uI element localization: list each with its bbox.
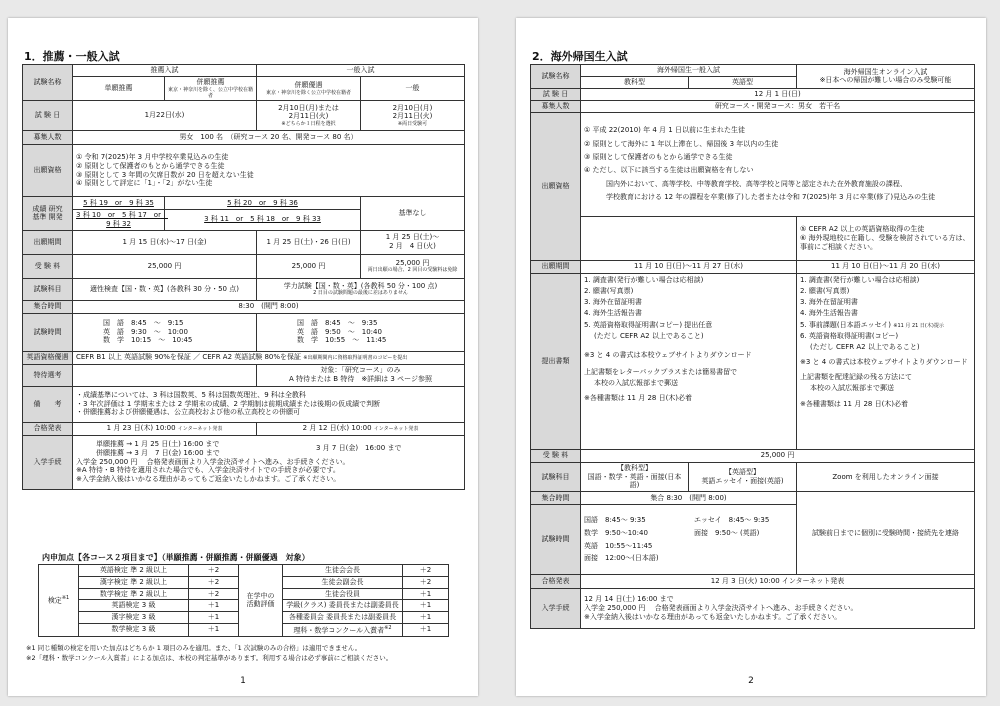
date-value: 12 月 1 日(日) [581,88,975,100]
row-label-capacity: 募集人数 [23,131,73,145]
time-range: 9:50～10:40 [605,528,648,537]
doc-item: 3. 海外在留証明書 [584,298,642,307]
row-label-result: 合格発表 [23,422,73,435]
time-subject: 数 学 [297,336,318,345]
time-online: 試験前日までに個別に受験時間・接続先を連絡 [797,492,975,575]
time-general [581,505,797,575]
doc-item: 本校の入試広報部まで郵送 [810,384,894,393]
bonus-points: ＋2 [189,565,239,577]
proc-ippan: 3 月 7 日(金) 16:00 まで [316,444,402,453]
row-label-qual: 出願資格 [531,112,581,260]
result-suisen [73,422,257,435]
qual-item: ① 令和 7(2025)年 3 月中学校卒業見込みの生徒 [76,153,229,161]
time-range: 12:00～(日本語) [605,554,659,563]
row-label-docs: 提出書類 [531,273,581,449]
bonus-item-text: 各種委員会 委員長または副委員長 [288,613,397,621]
time-end: 10:00 [167,327,188,336]
time-range: 8:45～ 9:35 [728,516,770,525]
doc-item: (ただし CEFR A2 以上であること) [810,342,920,351]
doc-item: 上記書類をレターパックプラスまたは簡易書留で [584,368,738,377]
admission-table-1 [22,64,465,490]
doc-item: 2. 願書(写真票) [584,286,634,295]
fee-ippan-value: 25,000 円 [395,258,430,267]
row-label-result: 合格発表 [531,575,581,589]
docs-general [581,273,797,449]
bonus-item: 漢字検定 3 級 [79,612,189,624]
bonus-points: ＋1 [403,588,449,600]
time-end: 10:40 [361,327,382,336]
meet-value: 集合 8:30 (開門 8:00) [581,492,797,505]
subj-eigo [689,462,797,491]
qual-item: ① 平成 22(2010) 年 4 月 1 日以前に生まれた生徒 [584,126,745,135]
eng-value [73,351,465,364]
proc-body [581,589,975,629]
time-subject: 国 語 [103,318,124,327]
proc-note: 入学金 250,000 円 合格発表画面より入学金決済サイトへ進み、お手続きください。 [76,457,350,466]
time-end: 10:45 [172,336,193,345]
doc-item: ※各種書類は 11 月 28 日(木)必着 [800,399,909,408]
row-label-fee: 受 験 料 [531,449,581,462]
date-ippan-1: 2月10日(月) [392,103,433,112]
bonus-item: 英語検定 準 2 級以上 [79,565,189,577]
header-tan: 単願推薦 [73,76,165,100]
bonus-item: 数学検定 準 2 級以上 [79,588,189,600]
subj-online: Zoom を利用したオンライン面接 [797,462,975,491]
proc-body [73,435,465,489]
date-suisen: 1月22日(水) [73,101,257,131]
row-label-qual: 出願資格 [23,145,73,197]
time-subject: 英 語 [103,327,124,336]
result-ippan-note: インターネット発表 [373,426,419,433]
doc-item: ※3 と 4 の書式は本校ウェブサイトよりダウンロード [584,350,752,359]
doc-item: 3. 海外在留証明書 [800,298,858,307]
row-label-sp: 特待選考 [23,364,73,386]
doc-item: (ただし CEFR A2 以上であること) [594,331,704,340]
bonus-points: ＋1 [403,623,449,636]
period-ippan-2: 2 月 4 日(火) [389,242,436,250]
section-title-2: 2．海外帰国生入試 [532,50,628,63]
bonus-item [283,565,403,577]
yusen-note: 東京・神奈川を除く公立中学校在籍者 [265,89,351,96]
bonus-item-text: 理科・数学コンクール入賞者 [293,626,385,635]
bonus-points: ＋1 [189,612,239,624]
grade-none: 基準なし [361,197,465,231]
online-label: 海外帰国生オンライン入試 [843,67,928,76]
doc-item: 6. 英語資格取得証明書(コピー) [800,331,899,340]
time-start: 10:15 [131,336,152,345]
eng-note: ※出願期間内に資格取得証明書のコピーを提出 [303,355,408,362]
period-online: 11 月 10 日(日)～11 月 20 日(水) [797,260,975,273]
header-yusen [257,76,361,100]
bonus-mid-label-1: 在学中の [246,591,275,600]
bonus-note-1: ※1 同じ種類の検定を用いた加点はどちらか 1 項目のみを適用。また、「1 次試験のみの合格」は適用できません。 [26,644,362,652]
bonus-item-text: 生徒会会長 [325,566,360,574]
row-label-time: 試験時間 [531,505,581,575]
sp-target: 対象：「研究コース」のみ [320,366,401,375]
date-ippan [361,101,465,131]
qual-item: 国内外において、高等学校、中等教育学校、高等学校と同等と認定された在外教育施設の課程、 [606,179,907,188]
grade-kai: 開発 [48,213,63,222]
time-subject: 国語 [584,516,598,525]
bonus-item [283,576,403,588]
time-suisen [73,313,257,351]
qual-item: ② 原則として海外に 1 年以上滞在し、帰国後 3 年以内の生徒 [584,139,779,148]
bonus-table [38,564,449,637]
header-ippan2: 一般 [361,76,465,100]
result-suisen-note: インターネット発表 [177,426,223,433]
subj-ippan-note: 2 日目の試験問題の最後に差はありません [313,290,408,297]
time-start: 10:55 [325,336,346,345]
subj-kyouka-list: 国語・数学・英語・面接(日本語) [587,472,682,490]
time-subject: 英 語 [297,327,318,336]
proc-tan: 単願推薦 → 1 月 25 日(土) 16:00 まで [96,440,220,449]
time-start: 9:50 [325,327,341,336]
time-range: 9:50～ (英語) [715,528,760,537]
page-number: 2 [748,676,754,686]
row-label-proc: 入学手続 [23,435,73,489]
doc-item: 5. 英語資格取得証明書(コピー) 提出任意 [584,320,713,329]
bonus-note-2: ※2「理科・数学コンクール入賞者」による加点は、本校の判定基準があります。利用する場合は必ず事前にご相談ください。 [26,653,393,662]
time-tilde: ～ [352,336,360,345]
proc-note: ※入学金納入後はいかなる理由があってもご返金いたしかねます。ご了承ください。 [76,475,341,484]
date-yusen-2: 2月11日(火) [288,112,329,121]
time-subject: 面接 [694,528,708,537]
header-general: 海外帰国生一般入試 [581,65,797,77]
grade-label-2: 基準 [32,213,47,222]
page-2 [516,18,986,696]
time-subject: 面接 [584,554,598,563]
doc-item: 4. 海外生活報告書 [584,309,642,318]
period-ippan [361,230,465,254]
bonus-points: ＋1 [403,612,449,624]
time-subject: 国 語 [297,318,318,327]
fee-suisen: 25,000 円 [73,254,257,278]
admission-table-2 [530,64,975,629]
yusen-label: 併願優遇 [294,80,323,89]
time-end: 11:45 [366,336,387,345]
qual-online [797,216,975,260]
time-tilde: ～ [347,318,355,327]
page-1 [8,18,478,696]
qual-online-item: ⑤ CEFR A2 以上の英語資格取得の生徒 [800,225,925,234]
row-label-proc: 入学手続 [531,589,581,629]
row-label-subj: 試験科目 [531,462,581,491]
sp-value [257,364,465,386]
bikou-list [73,386,465,422]
qual-list [73,145,465,197]
row-label-bikou: 備 考 [23,386,73,422]
bonus-left-label-text: 検定 [47,596,62,605]
time-range: 8:45～ 9:35 [605,516,646,525]
doc-item: 4. 海外生活報告書 [800,309,858,318]
bonus-title: 内申加点【各コース２項目まで】（単願推薦・併願推薦・併願優遇 対象） [42,553,310,562]
doc-item: 本校の入試広報部まで郵送 [594,379,678,388]
qual-item: 学校教育における 12 年の課程を卒業(修了)した者または令和 7(2025)年 3 月に卒業(修了)見込みの生徒 [606,192,936,201]
online-note: ※日本への帰国が難しい場合のみ受験可能 [819,76,952,85]
time-tilde: ～ [153,327,161,336]
time-ippan [257,313,465,351]
bonus-item: 漢字検定 準 2 級以上 [79,576,189,588]
row-label-meet: 集合時間 [531,492,581,505]
bikou-item: ・成績基準については、3 科は国数英、5 科は国数英理社、9 科は全教科 [76,390,306,399]
bonus-mid-label-2: 活動評価 [246,600,275,609]
fee-yusen: 25,000 円 [257,254,361,278]
bonus-left-label [39,565,79,637]
time-subject: エッセイ [694,516,722,525]
bonus-left-sup: ※1 [61,595,70,602]
date-ippan-2: 2月11日(火) [392,112,433,121]
time-range: 10:55～11:45 [605,541,653,550]
row-label-eng: 英語資格優遇 [23,351,73,364]
period-yusen: 1 月 25 日(土)・26 日(日) [257,230,361,254]
row-label-period: 出願期間 [23,230,73,254]
period-suisen: 1 月 15 日(水)～17 日(金) [73,230,257,254]
docs-online [797,273,975,449]
row-label-date: 試 験 日 [23,101,73,131]
date-yusen-note: ※どちらか１日程を選択 [281,121,336,128]
header-eigo: 英語型 [689,76,797,88]
proc-note: ※A 特待・B 特待を適用された場合でも、入学金決済サイトでの手続きが必要です。 [76,466,340,475]
qual-online-item: ⑥ 海外現地校に在籍し、受験を検討されている方は、事前にご相談ください。 [800,233,970,251]
period-general: 11 月 10 日(日)～11 月 27 日(水) [581,260,797,273]
bonus-item [283,612,403,624]
sp-empty [73,364,257,386]
subj-kyouka-title: 【教科型】 [617,463,652,472]
subj-ippan-value: 学力試験【国・数・英】(各教科 50 分・100 点) [283,281,438,290]
time-tilde: ～ [347,327,355,336]
date-yusen [257,101,361,131]
bikou-item: ・3 年次評価は 1 学期末または 2 学期末の成績、2 学期制は前期成績または後期の仮成績で判断 [76,399,381,408]
subj-eigo-list: 英語エッセイ・面接(英語) [701,476,784,485]
qual-list [581,112,975,216]
grade-ken-a: 5 科 19 or 9 科 35 [73,197,165,210]
fee-ippan [361,254,465,278]
result-ippan-date: 2 月 12 日(水) 10:00 [302,424,372,433]
header-suisen: 推薦入試 [73,65,257,77]
page-number: 1 [240,676,246,686]
qual-item: ③ 原則として保護者のもとから通学できる生徒 [584,152,733,161]
bonus-item-text: 生徒会副会長 [321,577,364,586]
proc-note: ※入学金納入後はいかなる理由があっても返金いたしかねます。ご了承ください。 [584,612,842,621]
fee-value: 25,000 円 [581,449,975,462]
header-kyouka: 教科型 [581,76,689,88]
doc-note: ※11 月 21 日(木)提示 [893,322,944,329]
grade-ken-b: 5 科 20 or 9 科 36 [165,197,361,210]
bonus-item-text: 学級(クラス) 委員長または副委員長 [286,601,399,610]
qual-item: ④ ただし、以下に該当する生徒は出願資格を有しない [584,166,754,175]
date-yusen-1: 2月10日(月)または [278,103,339,112]
row-label-capacity: 募集人数 [531,100,581,112]
row-label-date: 試 験 日 [531,88,581,100]
qual-item: ④ 原則として評定に「1」・「2」がない生徒 [76,179,213,188]
time-tilde: ～ [153,318,161,327]
doc-item: 2. 願書(写真票) [800,286,850,295]
result-suisen-date: 1 月 23 日(木) 10:00 [106,424,176,433]
qual-item: ② 原則として保護者のもとから通学できる生徒 [76,161,225,170]
fee-ippan-note: 両日出願の場合、2 回目の受験料は免除 [367,267,458,274]
bonus-item [283,623,403,636]
sp-detail: A 特待または B 特待 ※詳細は 3 ページ参照 [289,375,432,383]
bonus-item-sup: ※2 [384,624,392,631]
bonus-item: 英語検定 3 級 [79,600,189,612]
row-label-name: 試験名称 [531,65,581,89]
bonus-points: ＋1 [189,623,239,636]
time-subject: 数 学 [103,336,124,345]
bonus-item [283,600,403,612]
date-ippan-note: ※両日受験可 [397,121,428,128]
period-ippan-1: 1 月 25 日(土)～ [385,233,440,242]
bonus-notes [26,644,466,664]
row-label-fee: 受 験 料 [23,254,73,278]
hei-label: 併願推薦 [196,77,225,86]
header-hei [165,76,257,100]
result-value: 12 月 3 日(火) 10:00 インターネット発表 [581,575,975,589]
row-label-meet: 集合時間 [23,300,73,313]
grade-kai-a: 3 科 10 or 5 科 17 or 9 科 32 [73,210,165,231]
bonus-item [283,588,403,600]
proc-deadline: 12 月 14 日(土) 16:00 まで [584,595,674,604]
grade-kai-b: 3 科 11 or 5 科 18 or 9 科 33 [165,210,361,231]
meet-value: 8:30 (開門 8:00) [73,300,465,313]
bikou-item: ・併願推薦および併願優遇は、公立高校および他の私立高校との併願可 [76,408,300,417]
eng-main: CEFR B1 以上 英語試験 90%を保証 ／ CEFR A2 英語試験 80%を保証 [76,353,302,362]
subj-kyouka [581,462,689,491]
header-ippan: 一般入試 [257,65,465,77]
capacity-value: 研究コース・開発コース：男女 若干名 [581,100,975,112]
doc-item: 上記書類を配達記録の残る方法にて [800,373,912,382]
row-label-name: 試験名称 [23,65,73,101]
bonus-mid-label [239,565,283,637]
doc-item: 1. 調査書(発行が難しい場合は応相談) [800,275,920,284]
time-subject: 英語 [584,541,598,550]
doc-item: ※各種書類は 11 月 28 日(木)必着 [584,394,693,403]
time-start: 9:30 [131,327,147,336]
doc-item: ※3 と 4 の書式は本校ウェブサイトよりダウンロード [800,358,968,367]
row-label-period: 出願期間 [531,260,581,273]
time-end: 9:15 [167,318,184,327]
bonus-points: ＋2 [403,576,449,588]
subj-eigo-title: 【英語型】 [725,468,760,477]
section-title-1: 1．推薦・一般入試 [24,50,120,63]
time-end: 9:35 [361,318,378,327]
result-ippan [257,422,465,435]
grade-label-1: 成績 [32,204,47,213]
subj-suisen: 適性検査【国・数・英】(各教科 30 分・50 点) [73,278,257,300]
hei-note: 東京・神奈川を除く、公立中学校在籍者 [168,86,253,99]
bonus-points: ＋1 [403,600,449,612]
row-label-grade [23,197,73,231]
bonus-points: ＋2 [189,588,239,600]
header-online [797,65,975,89]
time-start: 8:45 [325,318,341,327]
proc-hei: 併願推薦 → 3 月 7 日(金) 16:00 まで [96,448,220,457]
bonus-points: ＋1 [189,600,239,612]
doc-item: 5. 事前課題(日本語エッセイ) [800,320,892,329]
bonus-points: ＋2 [189,576,239,588]
capacity-value: 男女 100 名 （研究コース 20 名、開発コース 80 名） [73,131,465,145]
proc-note: 入学金 250,000 円 合格発表画面より入学金決済サイトへ進み、お手続きください。 [584,604,858,613]
doc-item: 1. 調査書(発行が難しい場合は応相談) [584,275,704,284]
bonus-item-text: 生徒会役員 [325,589,360,598]
time-tilde: ～ [158,336,166,345]
bonus-points: ＋2 [403,565,449,577]
row-label-time: 試験時間 [23,313,73,351]
time-subject: 数学 [584,528,598,537]
time-start: 8:45 [131,318,147,327]
bonus-item: 数学検定 3 級 [79,623,189,636]
grade-ken: 研究 [48,204,63,213]
subj-ippan [257,278,465,300]
qual-item: ③ 原則として 3 年間の欠席日数が 20 日を超えない生徒 [76,170,254,179]
row-label-subj: 試験科目 [23,278,73,300]
qual-empty [581,216,797,260]
